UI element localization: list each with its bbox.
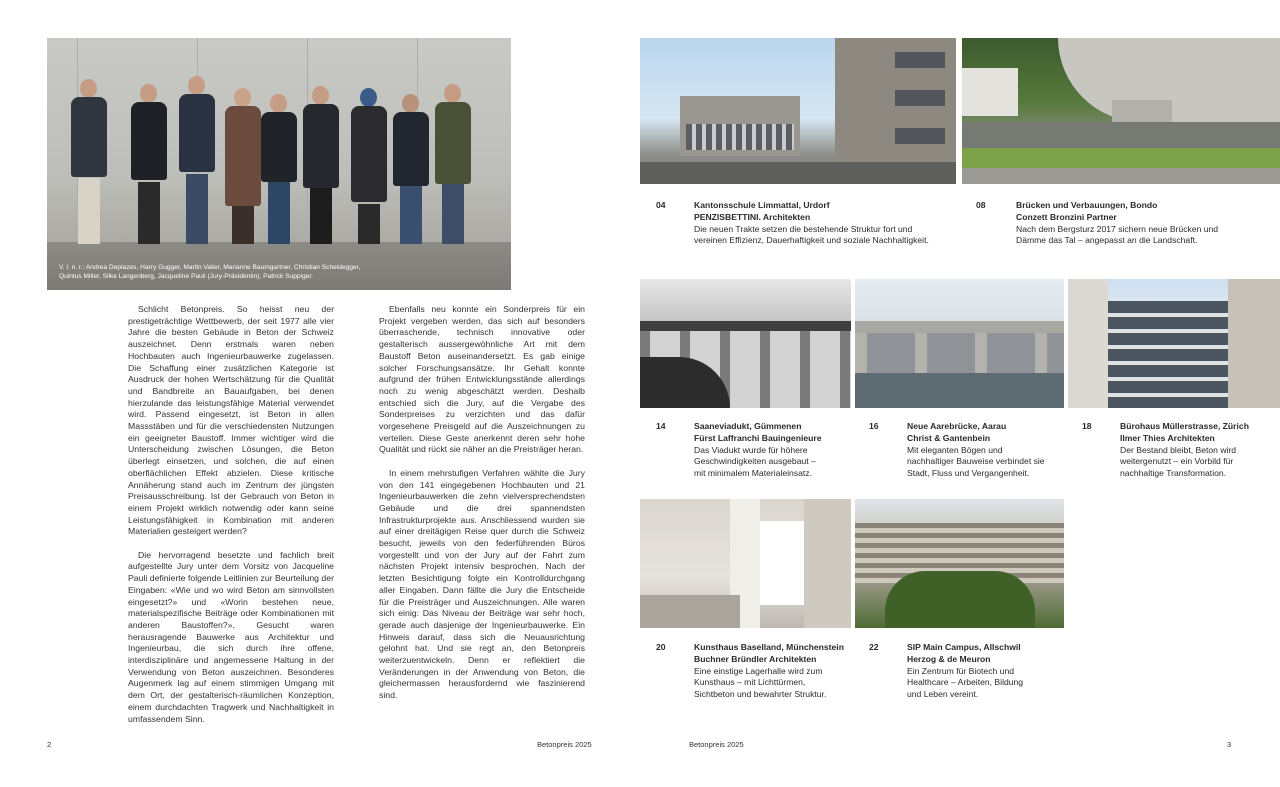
window xyxy=(895,128,945,144)
entry-number: 18 xyxy=(1082,421,1092,431)
entry-title: Saaneviadukt, Gümmenen xyxy=(694,421,802,431)
entry-architect: Fürst Laffranchi Bauingenieure xyxy=(694,432,822,443)
body-paragraph: Schlicht Betonpreis. So heisst neu der prestigeträchtige Wettbewerb, der seit 1977 alle vier Jahre die besten Gebäude in Beton der Schweiz auszeichnet. Denn erstmals waren neben Hochbauten auch Ingenieurbauwerke zugelassen. Die Schaffung einer zusätzlichen Kategorie ist Ausdruck der hohen Wertschätzung für die Qualität und Bandbreite an Bauaufgaben, bei denen hierzulande das leistungsfähige Material verwendet wird. Passend eingesetzt, ist Beton in allen Massstäben und für die verschiedensten Nutzungen ein geeigneter Baustoff. Immer wichtiger wird die Unterscheidung zwischen Lösungen, die Beton überlegt einsetzen, und solchen, die auf einen oberflächlichen Effekt abzielen. Diese kritische Annäherung stand auch im Zentrum der jüngsten Preisausschreibung. Ist der Gebrauch von Beton in einem Projekt wirklich notwendig oder kann seine Leistungsfähigkeit in Kombination mit anderen Materialien gesteigert werden? xyxy=(128,304,334,537)
running-footer: Betonpreis 2025 xyxy=(537,740,592,749)
photo-sip-main-campus xyxy=(855,499,1064,628)
body-paragraph: Die hervorragend besetzte und fachlich breit aufgestellte Jury unter dem Vorsitz von Jacqueline Pauli definierte folgende Leitlinien zur Beurteilung der Eingaben: «Wie und wo wird Beton am sinnvollsten eingesetzt?» und «Worin bestehen neue, materialspezifische Beiträge oder Kombinationen mit anderen Baustoffen?». Gesucht waren herausragende Bauwerke aus Architektur und Ingenieurbau, die sich durch ihre offene, interdisziplinäre und angemessene Haltung in der Verwendung von Beton auszeichnen. Besonderes Augenmerk lag auf einem stimmigen Umgang mit dem Ort, der gestalterisch-räumlichen Konzeption, einem durchdachten Tragwerk und Nachhaltigkeit in umfassendem Sinn. xyxy=(128,549,334,724)
entry-number: 16 xyxy=(869,421,879,431)
entry-description-line: nachhaltige Transformation. xyxy=(1120,468,1227,479)
bridge-deck xyxy=(855,321,1064,333)
jury-member-figure xyxy=(435,84,471,244)
entry-number: 04 xyxy=(656,200,666,210)
entry-architect: Buchner Bründler Architekten xyxy=(694,653,817,664)
floor xyxy=(640,595,740,628)
photo-caption-line: Quintus Miller, Silke Langenberg, Jacqueline Pauli (Jury-Präsidentin), Patrick Suppiger. xyxy=(59,273,313,280)
entry-architect: Conzett Bronzini Partner xyxy=(1016,211,1117,222)
jury-member-figure xyxy=(179,76,215,244)
jury-member-figure xyxy=(303,86,339,244)
entry-description-line: Stadt, Fluss und Vergangenheit. xyxy=(907,468,1030,479)
entry-title: Neue Aarebrücke, Aarau xyxy=(907,421,1007,431)
body-paragraph: Ebenfalls neu konnte ein Sonderpreis für ein Projekt vergeben werden, das sich auf besonders überraschende, technisch innovative oder gestalterisch aussergewöhnliche Art mit dem Baustoff Beton auseinandersetzt. Es gab einige solcher Forschungsansätze. Ihr Gehalt konnte aufgrund der frühen Entwicklungsstände allerdings noch zu wenig abgeschätzt werden. Deshalb entschied sich die Jury, auf die Vergabe des Sonderpreises zu verzichten und das dafür vorgesehene Preisgeld auf die Auszeichnungen zu verteilen. Diese Geste anerkennt deren sehr hohe Qualität und rückt sie näher an die Preisträger heran. xyxy=(379,304,585,455)
window xyxy=(895,52,945,68)
photo-caption xyxy=(59,263,399,281)
entry-architect: Christ & Gantenbein xyxy=(907,432,991,443)
entry-16 xyxy=(869,421,1069,480)
entry-description-line: nachhaltiger Bauweise verbindet sie xyxy=(907,456,1045,467)
entry-number: 22 xyxy=(869,642,879,652)
entry-description-line: Healthcare – Arbeiten, Bildung xyxy=(907,677,1024,688)
entry-description-line: Der Bestand bleibt, Beton wird xyxy=(1120,444,1237,455)
entry-18 xyxy=(1082,421,1278,480)
photo-kunsthaus-baselland xyxy=(640,499,851,628)
entry-title: SIP Main Campus, Allschwil xyxy=(907,642,1021,652)
right-page xyxy=(640,0,1280,787)
entry-description-line: Mit eleganten Bögen und xyxy=(907,444,1003,455)
entry-description-line: Die neuen Trakte setzen die bestehende Struktur fort und xyxy=(694,223,913,234)
jury-group-photo xyxy=(47,38,511,290)
river xyxy=(855,373,1064,408)
page-number: 3 xyxy=(1227,740,1232,749)
side-building xyxy=(1068,279,1108,408)
entry-description-line: und Leben vereint. xyxy=(907,689,979,700)
meadow xyxy=(962,148,1280,168)
photo-kantonsschule-limmattal xyxy=(640,38,956,184)
entry-number: 14 xyxy=(656,421,666,431)
jury-member-figure xyxy=(261,94,297,244)
entry-number: 20 xyxy=(656,642,666,652)
entry-description-line: Kunsthaus – mit Lichttürmen, xyxy=(694,677,806,688)
entry-description-line: Eine einstige Lagerhalle wird zum xyxy=(694,665,823,676)
entry-14 xyxy=(656,421,856,480)
photo-buerohaus-muellerstrasse xyxy=(1068,279,1280,408)
window xyxy=(895,90,945,106)
entry-architect: PENZISBETTINI. Architekten xyxy=(694,211,811,222)
jury-member-figure xyxy=(131,84,167,244)
entry-title: Kunsthaus Baselland, Münchenstein xyxy=(694,642,844,652)
side-building xyxy=(1228,279,1280,408)
entry-20 xyxy=(656,642,856,701)
photo-neue-aarebruecke xyxy=(855,279,1064,408)
stone-wall xyxy=(962,122,1280,148)
road xyxy=(640,162,956,184)
entry-architect: Herzog & de Meuron xyxy=(907,653,991,664)
entry-description-line: Ein Zentrum für Biotech und xyxy=(907,665,1014,676)
corridor xyxy=(760,521,804,605)
page-number: 2 xyxy=(47,740,52,749)
entry-architect: Ilmer Thies Architekten xyxy=(1120,432,1215,443)
jury-member-figure xyxy=(225,88,261,244)
photo-bondo-bridges xyxy=(962,38,1280,184)
bridge-arches xyxy=(855,333,1064,373)
jury-member-figure xyxy=(393,94,429,244)
entry-number: 08 xyxy=(976,200,986,210)
entry-22 xyxy=(869,642,1069,701)
entry-description-line: Das Viadukt wurde für höhere xyxy=(694,444,808,455)
building-facade xyxy=(686,124,794,150)
glass-facade xyxy=(1108,301,1228,408)
entry-description-line: mit minimalem Materialeinsatz. xyxy=(694,468,812,479)
photo-caption-line: V. l. n. r.: Andrea Deplazes, Harry Gugger, Martin Valier, Marianne Baumgartner, Christian Scheidegger, xyxy=(59,264,361,271)
entry-description-line: Geschwindigkeiten ausgebaut – xyxy=(694,456,816,467)
house xyxy=(962,68,1018,116)
photo-saaneviadukt xyxy=(640,279,851,408)
entry-title: Bürohaus Müllerstrasse, Zürich xyxy=(1120,421,1249,431)
body-paragraph: In einem mehrstufigen Verfahren wählte die Jury von den 141 eingegebenen Hochbauten und 21 Ingenieurbauwerken die zehn vielversprechendsten Gebäude und die drei spannendsten Infrastrukturprojekte aus. Anschliessend wurden sie auf einer dreitägigen Reise quer durch die Schweiz besucht, jeweils von den federführenden Büros vorgestellt und von der Jury auf der Fahrt zum nächsten Projekt intensiv besprochen. Nach der letzten Besichtigung folgte ein Kontrolldurchgang aller Eingaben. Dann fällte die Jury die Entscheide für die Preisträger und Auszeichnungen. Alle waren sich einig: Das Niveau der Beiträge war sehr hoch, gerade auch dasjenige der Ingenieurbauwerke. Ein Hinweis darauf, dass sich die Neuausrichtung gelohnt hat. Und sie regt an, den Betonpreis weiterzuentwickeln. Denn er reflektiert die Veränderungen in der Anwendung von Beton, die gleichermassen herausfordernd wie faszinierend sind. xyxy=(379,467,585,701)
body-column-2 xyxy=(379,304,585,714)
jury-member-figure xyxy=(71,79,107,244)
entry-description-line: Sichtbeton und bewahrter Struktur. xyxy=(694,689,827,700)
wall xyxy=(804,499,851,628)
jury-member-figure xyxy=(351,88,387,244)
riverbed xyxy=(962,168,1280,184)
body-column-1 xyxy=(128,304,334,737)
entry-08 xyxy=(976,200,1276,247)
entry-description-line: Dämme das Tal – angepasst an die Landschaft. xyxy=(1016,235,1198,246)
entry-title: Kantonsschule Limmattal, Urdorf xyxy=(694,200,830,210)
entry-description-line: Nach dem Bergsturz 2017 sichern neue Brücken und xyxy=(1016,223,1219,234)
running-footer: Betonpreis 2025 xyxy=(689,740,744,749)
viaduct-deck xyxy=(640,321,851,331)
entry-description-line: vereinen Effizienz, Dauerhaftigkeit und soziale Nachhaltigkeit. xyxy=(694,235,929,246)
entry-title: Brücken und Verbauungen, Bondo xyxy=(1016,200,1158,210)
courtyard-trees xyxy=(885,571,1035,628)
entry-description-line: weitergenutzt – ein Vorbild für xyxy=(1120,456,1234,467)
entry-04 xyxy=(656,200,956,247)
